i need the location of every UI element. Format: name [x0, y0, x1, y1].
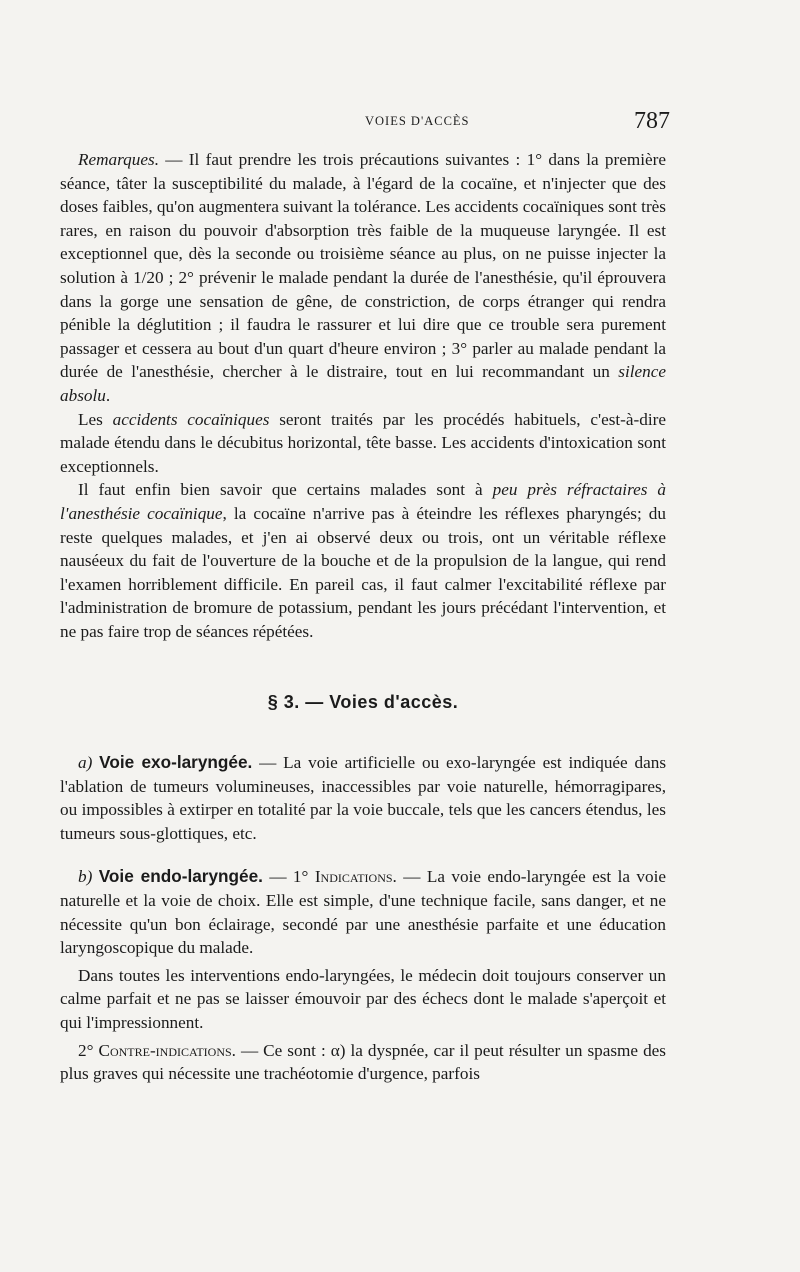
paragraph-voie-exo	[60, 751, 666, 845]
endo-text: — La voie endo-laryngée est la voie naturelle et la voie de choix. Elle est simple, d'une technique facile, sans danger, et ne nécessite qu'un bon éclairage, secondé par une anesthésie parfaite et une éducation laryngoscopique du malade.	[60, 867, 667, 958]
paragraph-refractaires	[60, 478, 666, 643]
page-number: 787	[634, 108, 670, 134]
contre-text: — Ce sont : α) la dyspnée, car il peut résulter un spasme des plus graves qui nécessite une trachéotomie d'urgence, parfois	[60, 1040, 666, 1084]
page-header	[60, 108, 670, 138]
remarques-end: .	[105, 385, 111, 405]
refractaires-start: Il faut enfin bien savoir que certains malades sont à	[78, 480, 493, 500]
endo-subhead: Indications.	[314, 867, 397, 887]
exo-text: — La voie artificielle ou exo-laryngée est indiquée dans l'ablation de tumeurs volumineuses, inaccessibles par voie naturelle, hémorragipares, ou impossibles à extirper en totalité par la voie buccale, tels que les cancers étendus, les tumeurs sous-glottiques, etc.	[60, 753, 667, 843]
endo-heading: Voie endo-laryngée.	[98, 866, 263, 887]
contre-number: 2°	[78, 1040, 99, 1060]
paragraph-remarques	[60, 148, 666, 408]
paragraph-interventions: Dans toutes les interventions endo-laryngées, le médecin doit toujours conserver un calme parfait et ne pas se laisser émouvoir par des échecs dont le malade s'aperçoit et qui l'impressionnent.	[60, 965, 666, 1032]
contre-subhead: Contre-indications.	[98, 1040, 236, 1060]
exo-marker: a)	[78, 753, 93, 773]
endo-marker: b)	[78, 867, 93, 887]
exo-heading: Voie exo-laryngée.	[99, 752, 253, 773]
paragraph-contre-indications	[60, 1039, 666, 1086]
accidents-emphasis: accidents cocaïniques	[112, 409, 270, 429]
running-title: VOIES D'ACCÈS	[365, 114, 470, 128]
remarques-label: Remarques.	[78, 150, 159, 169]
paragraph-accidents	[60, 408, 666, 479]
paragraph-voie-endo	[60, 865, 666, 959]
accidents-text: seront traités par les procédés habituels, c'est-à-dire malade étendu dans le décubitus horizontal, tête basse. Les accidents d'intoxication sont exceptionnels.	[60, 409, 666, 476]
endo-dash: — 1°	[262, 867, 315, 887]
refractaires-emphasis: peu près réfractaires à l'anesthésie cocaïnique	[60, 480, 667, 523]
remarques-emphasis: silence absolu	[60, 362, 666, 405]
accidents-start: Les	[78, 409, 113, 429]
remarques-text: — Il faut prendre les trois précautions suivantes : 1° dans la première séance, tâter la susceptibilité du malade, à l'égard de la cocaïne, et n'injecter que des doses faibles, qu'on augmentera suivant la tolérance. Les accidents cocaïniques sont très rares, en raison du pouvoir d'absorption très faible de la muqueuse laryngée. Il est exceptionnel que, dès la seconde ou troisième séance au plus, on ne puisse injecter la solution à 1/20 ; 2° prévenir le malade pendant la durée de l'anesthésie, qu'il éprouvera dans la gorge une sensation de gêne, de constriction, de corps étranger qui rendra pénible la déglutition ; il faudra le rassurer et lui dire que ce trouble sera purement passager et cessera au bout d'un quart d'heure environ ; 3° parler au malade pendant la durée de l'anesthésie, chercher à le distraire, tout en lui recommandant un	[60, 150, 666, 382]
section-title: § 3. — Voies d'accès.	[267, 692, 459, 713]
refractaires-text: , la cocaïne n'arrive pas à éteindre les réflexes pharyngés; du reste quelques malades, et j'en ai observé deux ou trois, ont un véritable réflexe nauséeux du fait de l'ouverture de la bouche et de la propulsion de la langue, qui rend l'examen horriblement difficile. En pareil cas, il faut calmer l'excitabilité réflexe par l'administration de bromure de potassium, pendant les jours précédant l'intervention, et ne pas faire trop de séances répétées.	[60, 503, 666, 641]
page-body	[60, 148, 666, 1086]
